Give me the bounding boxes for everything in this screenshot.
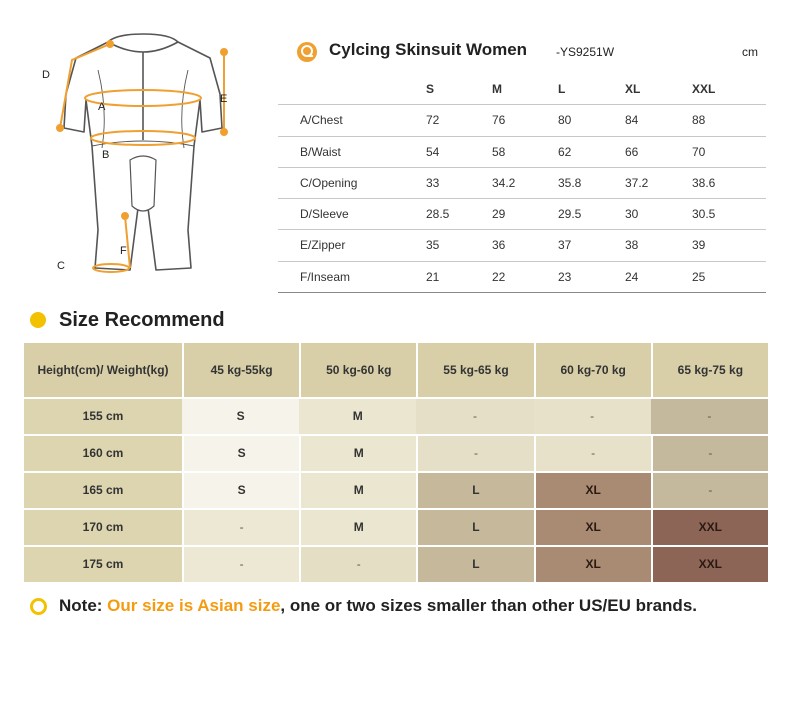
header-weight-range: 65 kg-75 kg (651, 343, 768, 397)
measurement-value: 35 (426, 238, 440, 253)
measurement-value: 88 (692, 113, 706, 128)
measurement-value: 80 (558, 113, 572, 128)
product-code: -YS9251W (556, 45, 615, 59)
size-cell: XL (534, 510, 651, 545)
header-weight-range: 60 kg-70 kg (534, 343, 651, 397)
size-cell: M (299, 510, 416, 545)
measurement-row (278, 105, 766, 136)
size-cell: - (651, 399, 768, 434)
column-header-xl: XL (625, 82, 641, 96)
size-cell: XXL (651, 547, 768, 582)
height-cell: 160 cm (24, 436, 182, 471)
height-cell: 170 cm (24, 510, 182, 545)
measurement-value: 34.2 (492, 175, 516, 190)
measurement-value: 30.5 (692, 207, 716, 222)
measurement-value: 72 (426, 113, 440, 128)
measurement-value: 37.2 (625, 175, 649, 190)
measurement-row (278, 230, 766, 261)
column-header-m: M (492, 82, 502, 96)
recommend-row (24, 510, 768, 545)
size-cell: - (299, 547, 416, 582)
header-height-weight: Height(cm)/ Weight(kg) (24, 343, 182, 397)
size-cell: - (416, 436, 533, 471)
measurement-value: 66 (625, 144, 639, 159)
measurement-value: 29.5 (558, 207, 582, 222)
size-cell: - (534, 436, 651, 471)
size-cell: XL (534, 547, 651, 582)
measurement-value: 38 (625, 238, 639, 253)
header-weight-range: 50 kg-60 kg (299, 343, 416, 397)
measurement-row (278, 262, 766, 293)
size-cell: S (182, 473, 299, 508)
recommend-row (24, 436, 768, 471)
size-chart-title: Cylcing Skinsuit Women (329, 40, 528, 59)
size-cell: XL (534, 473, 651, 508)
recommend-row (24, 473, 768, 508)
measurement-table (278, 74, 766, 293)
size-cell: - (651, 436, 768, 471)
measurement-label: A/Chest (300, 113, 343, 128)
recommend-rows (24, 399, 768, 582)
size-cell: - (182, 547, 299, 582)
note-bullet-icon (30, 598, 47, 615)
height-cell: 175 cm (24, 547, 182, 582)
size-cell: M (299, 436, 416, 471)
column-header-s: S (426, 82, 435, 96)
note-highlight: Our size is Asian size (107, 596, 281, 615)
size-cell: XXL (651, 510, 768, 545)
measurement-value: 30 (625, 207, 639, 222)
size-cell: M (299, 399, 416, 434)
size-cell: - (416, 399, 533, 434)
skinsuit-outline (64, 34, 222, 270)
header-weight-range: 55 kg-65 kg (416, 343, 533, 397)
size-cell: L (416, 510, 533, 545)
measurement-value: 36 (492, 238, 506, 253)
label-e: E (220, 93, 228, 105)
column-header-l: L (558, 82, 566, 96)
measurement-row (278, 199, 766, 230)
measurement-value: 21 (426, 269, 440, 284)
note-prefix: Note: (59, 596, 108, 615)
measurement-value: 37 (558, 238, 572, 253)
measurement-label: B/Waist (300, 144, 341, 159)
size-cell: S (182, 399, 299, 434)
measurement-value: 62 (558, 144, 572, 159)
measurement-value: 35.8 (558, 175, 582, 190)
measurement-value: 24 (625, 269, 639, 284)
size-cell: - (182, 510, 299, 545)
label-f: F (120, 245, 127, 257)
height-cell: 165 cm (24, 473, 182, 508)
skinsuit-diagram (38, 30, 248, 290)
measurement-value: 28.5 (426, 207, 450, 222)
measurement-value: 25 (692, 269, 706, 284)
label-d: D (42, 69, 50, 81)
note-text (59, 596, 697, 616)
measurement-value: 29 (492, 207, 506, 222)
measurement-rows (278, 105, 766, 293)
header-weight-range: 45 kg-55kg (182, 343, 299, 397)
size-cell: - (651, 473, 768, 508)
label-a: A (98, 101, 106, 113)
recommend-row (24, 547, 768, 582)
measurement-value: 70 (692, 144, 706, 159)
measurement-label: D/Sleeve (300, 207, 349, 222)
size-cell: - (534, 399, 651, 434)
measurement-header-row (278, 74, 766, 105)
size-recommend-table (24, 343, 768, 582)
recommend-row (24, 399, 768, 434)
size-cell: L (416, 547, 533, 582)
recommend-header-row (24, 343, 768, 397)
measurement-value: 23 (558, 269, 572, 284)
column-header-xxl: XXL (692, 82, 716, 96)
note-suffix: , one or two sizes smaller than other US/EU brands. (280, 596, 697, 615)
measurement-label: C/Opening (300, 175, 358, 190)
measurement-label: F/Inseam (300, 269, 351, 284)
measurement-row (278, 137, 766, 168)
size-cell: L (416, 473, 533, 508)
size-cell: S (182, 436, 299, 471)
label-c: C (57, 260, 65, 272)
measurement-value: 76 (492, 113, 506, 128)
measurement-value: 22 (492, 269, 506, 284)
measurement-value: 58 (492, 144, 506, 159)
size-recommend-title: Size Recommend (59, 309, 225, 331)
measurement-value: 33 (426, 175, 440, 190)
measurement-value: 39 (692, 238, 706, 253)
measurement-label: E/Zipper (300, 238, 346, 253)
measurement-value: 54 (426, 144, 440, 159)
size-cell: M (299, 473, 416, 508)
measurement-value: 84 (625, 113, 639, 128)
measuring-tape-icon (296, 41, 318, 63)
measurement-row (278, 168, 766, 199)
measurement-value: 38.6 (692, 175, 716, 190)
height-cell: 155 cm (24, 399, 182, 434)
unit-label: cm (742, 45, 758, 59)
label-b: B (102, 149, 110, 161)
section-bullet-icon (30, 312, 46, 328)
